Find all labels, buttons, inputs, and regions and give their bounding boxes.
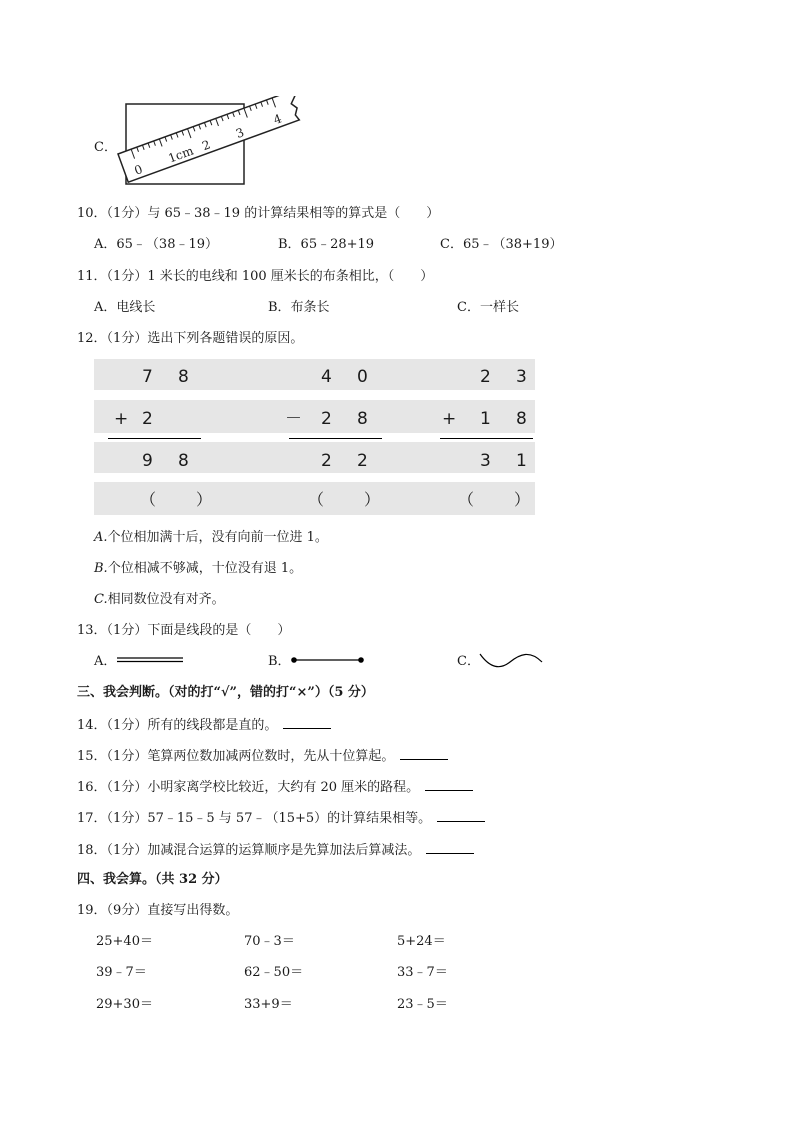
calc-item[interactable]: 23﹣5＝ — [397, 997, 448, 1012]
p2-result-ones: 2 — [357, 451, 368, 471]
table-band-result-row — [94, 442, 535, 473]
question-14-text: 14．（1分）所有的线段都是直的。 — [77, 718, 278, 733]
ruler-label-2: 2 — [200, 137, 213, 154]
reason-a-text: 个位相加满十后，没有向前一位进 1。 — [107, 530, 328, 545]
p1-answer-paren-close[interactable]: ） — [196, 490, 213, 509]
p3-answer-paren-open[interactable]: （ — [458, 490, 475, 509]
reason-c-letter: C. — [94, 592, 108, 607]
p2-answer-paren-open[interactable]: （ — [308, 490, 325, 509]
p2-top-ones: 0 — [357, 367, 368, 387]
reason-b — [94, 561, 302, 577]
question-15 — [77, 747, 448, 765]
p3-bottom-tens: 1 — [480, 409, 491, 429]
reason-a — [94, 530, 328, 546]
q10-option-a[interactable]: A．65﹣（38﹣19） — [94, 237, 219, 252]
calc-item[interactable]: 5+24＝ — [397, 934, 446, 949]
reason-a-letter: A. — [94, 530, 108, 545]
ruler-label-0: 0 — [132, 162, 145, 178]
table-band-top-row — [94, 359, 535, 390]
p3-operator: + — [442, 409, 457, 429]
calc-item[interactable]: 70﹣3＝ — [244, 934, 295, 949]
p2-bottom-ones: 8 — [357, 409, 368, 429]
reason-b-text: 个位相减不够减，十位没有退 1。 — [107, 561, 303, 576]
ruler-label-4: 4 — [271, 111, 284, 128]
p2-operator: － — [285, 409, 302, 429]
question-18-text: 18．（1分）加减混合运算的运算顺序是先算加法后算减法。 — [77, 843, 421, 858]
q11-option-b[interactable]: B．布条长 — [268, 300, 330, 315]
question-11-stem: 11．（1分）1 米长的电线和 100 厘米长的布条相比，（ ） — [77, 269, 434, 284]
q13-option-b-label: B． — [268, 654, 291, 669]
answer-blank-14[interactable] — [283, 716, 331, 729]
p1-operator: + — [114, 409, 129, 429]
ruler-shape — [118, 96, 303, 182]
line-segment-icon — [290, 655, 366, 665]
option-c-label: C． — [94, 140, 117, 155]
p2-answer-paren-close[interactable]: ） — [364, 490, 381, 509]
question-12-stem: 12．（1分）选出下列各题错误的原因。 — [77, 331, 304, 346]
question-16 — [77, 778, 473, 796]
reason-b-letter: B. — [94, 561, 108, 576]
answer-blank-15[interactable] — [400, 747, 448, 760]
p2-top-tens: 4 — [321, 367, 332, 387]
q13-option-a-label: A． — [94, 654, 117, 669]
calc-item[interactable]: 39﹣7＝ — [96, 965, 147, 980]
question-16-text: 16．（1分）小明家离学校比较近，大约有 20 厘米的路程。 — [77, 780, 420, 795]
p3-answer-paren-close[interactable]: ） — [514, 490, 531, 509]
q13-option-c-label: C． — [457, 654, 480, 669]
question-18 — [77, 841, 474, 859]
question-13-stem: 13．（1分）下面是线段的是（ ） — [77, 623, 291, 638]
answer-blank-18[interactable] — [426, 841, 474, 854]
ruler-on-rectangle-figure — [112, 96, 312, 196]
ruler-label-1cm: 1cm — [166, 143, 196, 166]
q11-option-c[interactable]: C．一样长 — [457, 300, 519, 315]
p3-result-tens: 3 — [480, 451, 491, 471]
calc-item[interactable]: 25+40＝ — [96, 934, 153, 949]
question-17 — [77, 809, 485, 827]
p3-result-ones: 1 — [516, 451, 527, 471]
q10-option-b[interactable]: B．65﹣28+19 — [278, 237, 375, 252]
p1-top-tens: 7 — [142, 367, 153, 387]
question-19-stem: 19．（9分）直接写出得数。 — [77, 903, 239, 918]
p3-bottom-ones: 8 — [516, 409, 527, 429]
p1-sum-line — [108, 438, 201, 439]
p1-result-ones: 8 — [178, 451, 189, 471]
p1-top-ones: 8 — [178, 367, 189, 387]
p1-result-tens: 9 — [142, 451, 153, 471]
calc-item[interactable]: 29+30＝ — [96, 997, 153, 1012]
question-15-text: 15．（1分）笔算两位数加减两位数时，先从十位算起。 — [77, 749, 395, 764]
p3-top-ones: 3 — [516, 367, 527, 387]
p1-answer-paren-open[interactable]: （ — [140, 490, 157, 509]
calc-item[interactable]: 33+9＝ — [244, 997, 293, 1012]
question-14 — [77, 716, 331, 734]
q10-option-c[interactable]: C．65﹣（38+19） — [440, 237, 563, 252]
p2-bottom-tens: 2 — [321, 409, 332, 429]
question-17-text: 17．（1分）57﹣15﹣5 与 57﹣（15+5）的计算结果相等。 — [77, 811, 432, 826]
answer-blank-16[interactable] — [425, 778, 473, 791]
p3-top-tens: 2 — [480, 367, 491, 387]
reason-c — [94, 592, 225, 608]
p1-bottom-digit: 2 — [142, 409, 153, 429]
p2-result-tens: 2 — [321, 451, 332, 471]
ruler-label-3: 3 — [234, 125, 246, 141]
p3-sum-line — [440, 438, 533, 439]
calc-item[interactable]: 33﹣7＝ — [397, 965, 448, 980]
table-band-second-row — [94, 400, 535, 433]
section-3-title: 三、我会判断。（对的打“√”，错的打“×”）（5 分） — [77, 685, 374, 700]
reason-c-text: 相同数位没有对齐。 — [107, 592, 225, 607]
q11-option-a[interactable]: A．电线长 — [94, 300, 156, 315]
answer-blank-17[interactable] — [437, 809, 485, 822]
question-10-stem: 10．（1分）与 65﹣38﹣19 的计算结果相等的算式是（ ） — [77, 206, 440, 221]
curved-line-icon — [478, 648, 546, 672]
section-4-title: 四、我会算。（共 32 分） — [77, 872, 228, 887]
double-line-icon — [117, 656, 185, 664]
calc-item[interactable]: 62﹣50＝ — [244, 965, 304, 980]
p2-difference-line — [289, 438, 382, 439]
